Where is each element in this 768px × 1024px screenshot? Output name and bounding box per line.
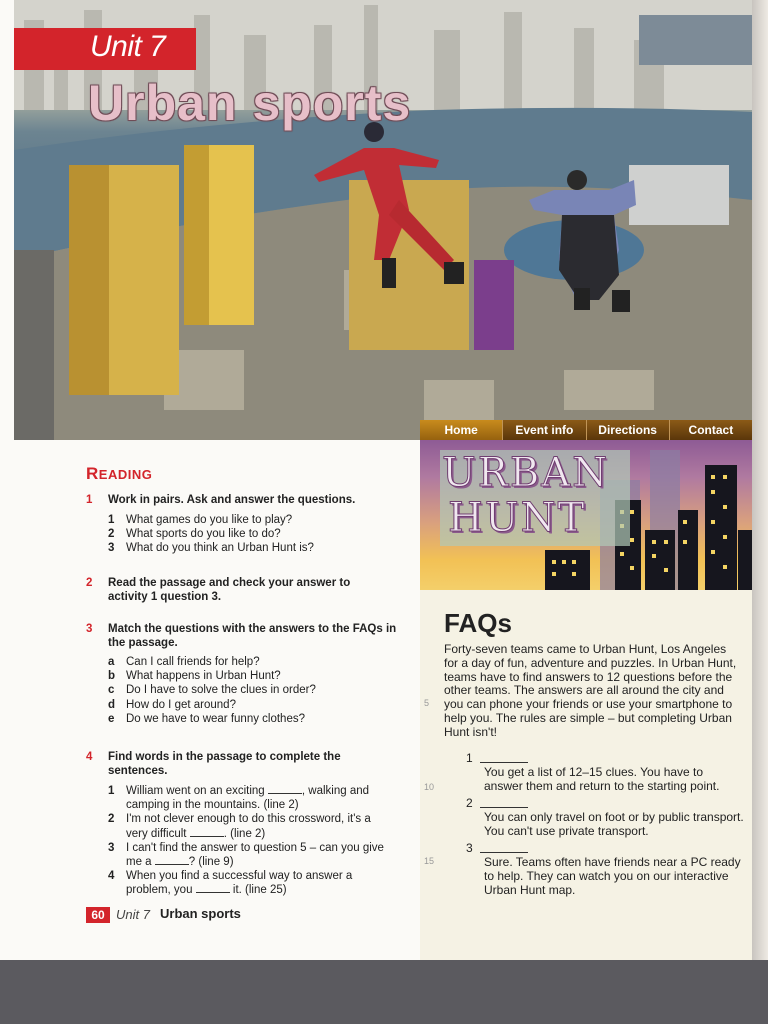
footer-unit: Unit 7 [116,907,150,922]
faqs-intro: Forty-seven teams came to Urban Hunt, Los Angeles for a day of fun, adventure and puzzles. In Urban Hunt, teams have to find answers to 12 questions before the other teams. The answers are all around the city and you can phone your friends or use your smartphone to help you. The rules are simple – but completing Urban Hunt isn't! [444,642,737,739]
line-number-15: 15 [424,856,435,866]
activity-1-item [108,513,386,527]
faq-blank-3 [480,852,528,853]
activity-4-item [108,869,386,897]
item-label: c [108,684,115,697]
activity-4 [86,750,386,898]
activity-3-item [108,655,406,669]
activity-4-item [108,812,386,840]
faq-blank-1 [480,762,528,763]
item-label: 2 [108,528,115,541]
faq-blank-2 [480,807,528,808]
item-label: a [108,656,115,668]
reading-heading-rest: EADING [98,467,153,482]
urban-hunt-logo-line1: URBAN [442,450,610,496]
activity-1-item [108,541,386,555]
faqs-heading: FAQs [444,608,512,638]
item-text: What do you think an Urban Hunt is? [126,542,314,555]
activity-3-item [108,683,406,697]
nav-contact[interactable]: Contact [669,420,752,440]
line-number-10: 10 [424,782,435,792]
activity-4-item [108,784,386,812]
item-text-before: When you find a successful way to answer a problem, you [126,870,353,897]
answer-blank[interactable] [196,892,230,893]
website-nav [420,420,752,440]
answer-blank[interactable] [155,864,189,865]
item-text-after: , walking and camping in the mountains. (line 2) [126,785,370,812]
activity-2-instruction: Read the passage and check your answer to activity 1 question 3. [108,577,351,603]
line-number-5: 5 [424,698,430,708]
activity-3-number: 3 [86,623,93,635]
item-text: What happens in Urban Hunt? [126,670,281,683]
faq-answer-1: You get a list of 12–15 clues. You have to answer them and return to the starting point. [484,765,720,793]
faq-answer-3: Sure. Teams often have friends near a PC ready to help. They can watch you on our interactive Urban Hunt map. [484,855,741,897]
nav-event-info[interactable]: Event info [502,420,585,440]
item-text: How do I get around? [126,698,236,711]
answer-blank[interactable] [268,793,302,794]
activity-3-item [108,669,406,683]
scan-background [0,960,768,1024]
item-text: What sports do you like to do? [126,528,281,541]
item-text-after: it. (line 25) [229,884,287,897]
faq-answer-2: You can only travel on foot or by public transport. You can't use private transport. [484,810,744,838]
item-text-before: I can't find the answer to question 5 – can you give me a [126,841,384,869]
activity-2-number: 2 [86,577,93,589]
reading-heading-initial: R [86,464,99,483]
item-text: What games do you like to play? [126,514,293,526]
item-text-before: I'm not clever enough to do this crossword, it's a very difficult [126,813,371,840]
item-label: 3 [108,542,115,555]
activity-1-instruction: Work in pairs. Ask and answer the questions. [108,494,356,506]
item-label: 3 [108,841,115,854]
page-binding-edge [752,0,768,960]
activity-4-instruction: Find words in the passage to complete the sentences. [108,751,341,777]
nav-home[interactable]: Home [420,420,502,440]
item-label: e [108,712,115,725]
footer-title: Urban sports [160,906,241,921]
page-number: 60 [86,907,110,923]
item-label: d [108,698,116,711]
nav-directions[interactable]: Directions [586,420,669,440]
item-text: Do I have to solve the clues in order? [126,684,316,697]
activity-3-item [108,698,406,712]
activity-1-item [108,527,386,541]
unit-title: Urban sports [88,75,412,131]
faq-number-2: 2 [466,796,473,810]
item-label: 2 [108,813,115,826]
activity-4-item [108,841,386,869]
item-text-after: . (line 2) [223,827,266,840]
activity-3-item [108,712,406,726]
item-text-before: William went on an exciting [126,785,265,797]
item-text-after: ? (line 9) [188,856,234,869]
item-label: 1 [108,785,115,797]
faq-number-1: 1 [466,751,473,765]
item-label: 4 [108,870,115,883]
item-label: b [108,670,116,683]
item-text: Do we have to wear funny clothes? [126,712,305,725]
activity-2 [86,576,376,604]
unit-label: Unit 7 [90,30,166,63]
activity-1 [86,493,386,556]
activity-3 [86,622,406,726]
activity-3-instruction: Match the questions with the answers to the FAQs in the passage. [108,623,397,649]
reading-heading [86,464,152,484]
activity-1-number: 1 [86,494,93,506]
item-text: Can I call friends for help? [126,656,260,668]
activity-4-number: 4 [86,751,93,763]
item-label: 1 [108,514,115,526]
urban-hunt-logo-line2: HUNT [448,495,587,541]
answer-blank[interactable] [190,836,224,837]
faq-number-3: 3 [466,841,473,855]
